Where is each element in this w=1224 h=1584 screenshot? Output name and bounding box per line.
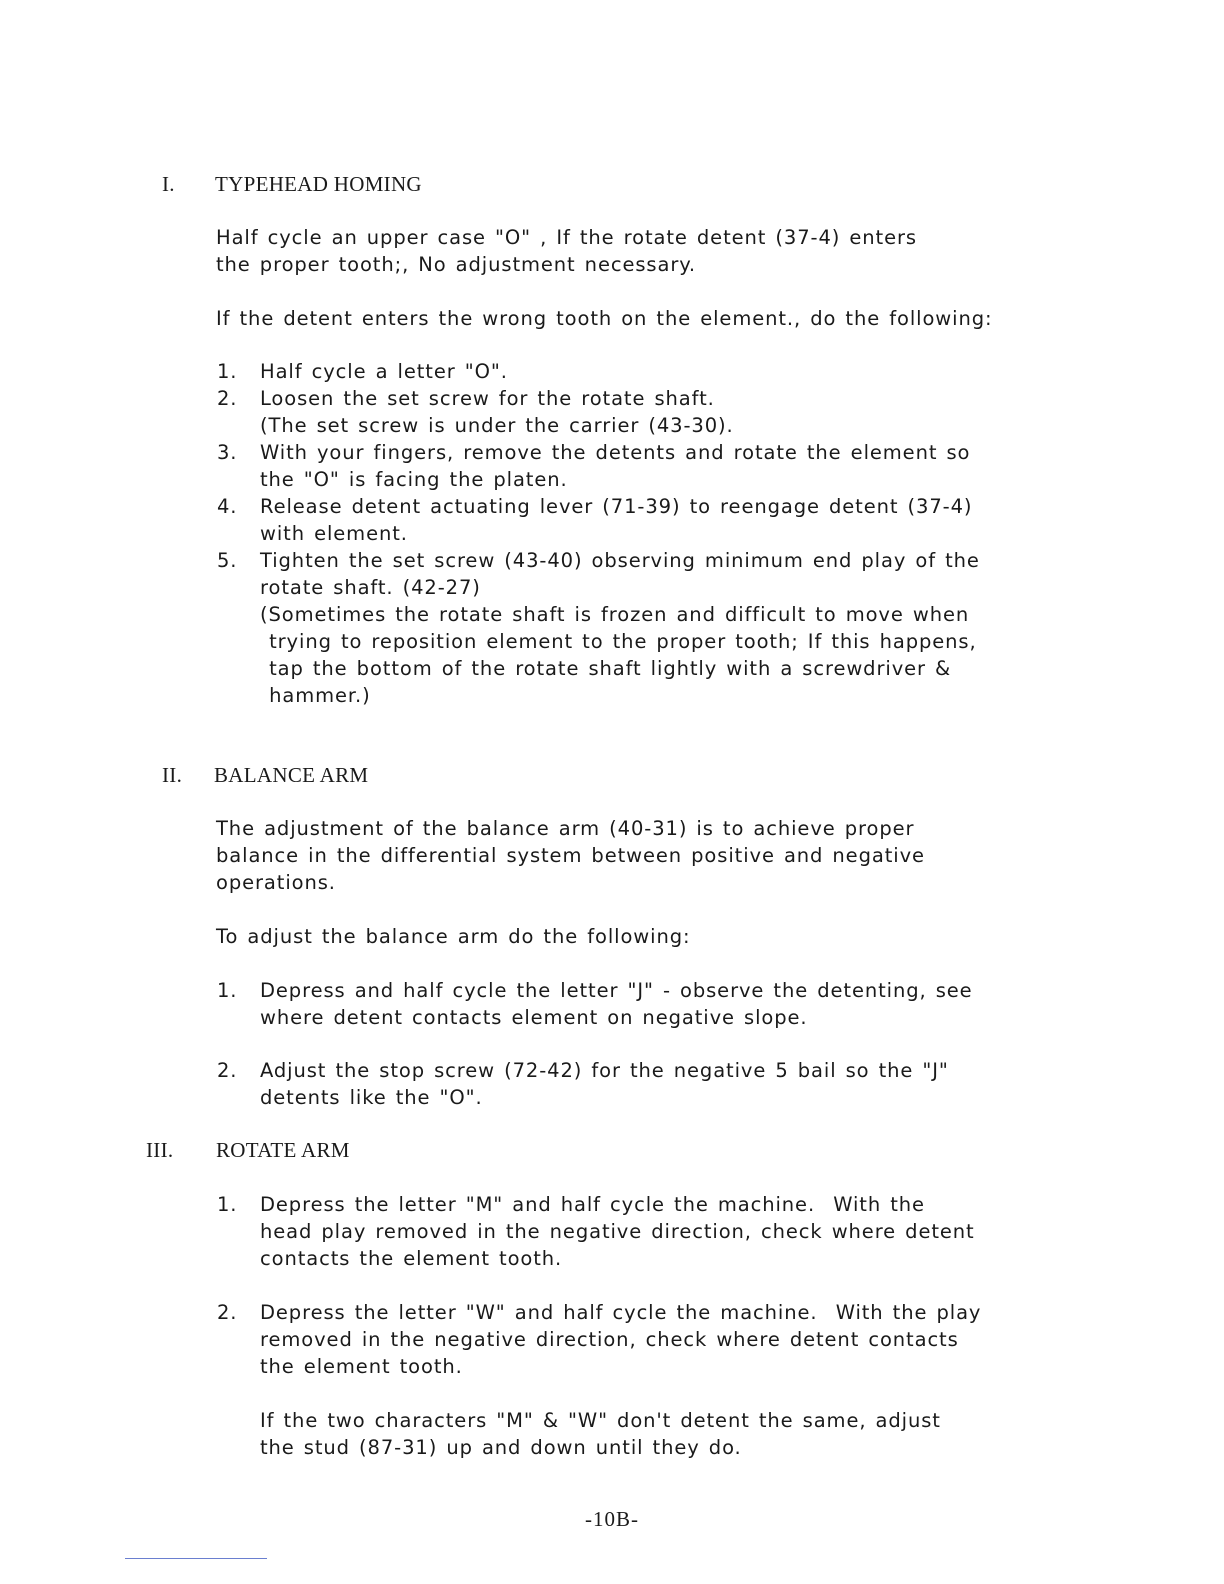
list-item-number: 3. — [217, 441, 238, 464]
paragraph: If the detent enters the wrong tooth on the element., do the following: — [216, 307, 993, 330]
list-item-text: Half cycle a letter "O". — [260, 360, 508, 383]
section-number: I. — [162, 172, 175, 196]
section-title: TYPEHEAD HOMING — [215, 172, 422, 196]
list-item-number: 2. — [217, 387, 238, 410]
list-item-text: With your fingers, remove the detents and rotate the element so the "O" is facing the platen. — [260, 441, 971, 491]
list-item-number: 4. — [217, 495, 238, 518]
list-item-number: 2. — [217, 1059, 238, 1082]
section-title: BALANCE ARM — [214, 763, 369, 787]
paragraph: Half cycle an upper case "O" , If the rotate detent (37-4) enters the proper tooth;, No adjustment necessary. — [216, 226, 917, 276]
list-item-text: Release detent actuating lever (71-39) to reengage detent (37-4) with element. — [260, 495, 973, 545]
list-item-text: Tighten the set screw (43-40) observing minimum end play of the rotate shaft. (42-27) (Sometimes the rotate shaft is frozen and difficult to move when trying to reposition element to the proper tooth; If this happens, tap the bottom of the rotate shaft lightly with a screwdriver & hammer.) — [260, 549, 980, 707]
paragraph: To adjust the balance arm do the following: — [216, 925, 691, 948]
list-item-text: Depress and half cycle the letter "J" - observe the detenting, see where detent contacts element on negative slope. — [260, 979, 973, 1029]
list-item-number: 2. — [217, 1301, 238, 1324]
list-item-number: 1. — [217, 360, 238, 383]
section-title: ROTATE ARM — [216, 1138, 350, 1162]
list-item-text: Depress the letter "M" and half cycle the machine. With the head play removed in the negative direction, check where detent contacts the element tooth. — [260, 1193, 975, 1270]
footnote-rule — [125, 1558, 267, 1559]
list-item-number: 1. — [217, 1193, 238, 1216]
section-number: II. — [162, 763, 183, 787]
section-number: III. — [146, 1138, 174, 1162]
list-item-text: Adjust the stop screw (72-42) for the negative 5 bail so the "J" detents like the "O". — [260, 1059, 949, 1109]
paragraph: The adjustment of the balance arm (40-31) is to achieve proper balance in the differential system between positive and negative operations. — [216, 817, 925, 894]
list-item-number: 1. — [217, 979, 238, 1002]
list-item-text: Depress the letter "W" and half cycle the machine. With the play removed in the negative direction, check where detent contacts the element tooth. If the two characters "M" & "W" don't detent the same, adjust the stud (87-31) up and down until they do. — [260, 1301, 982, 1459]
list-item-number: 5. — [217, 549, 238, 572]
list-item-text: Loosen the set screw for the rotate shaft. (The set screw is under the carrier (43-30). — [260, 387, 734, 437]
page-number: -10B- — [585, 1507, 639, 1531]
